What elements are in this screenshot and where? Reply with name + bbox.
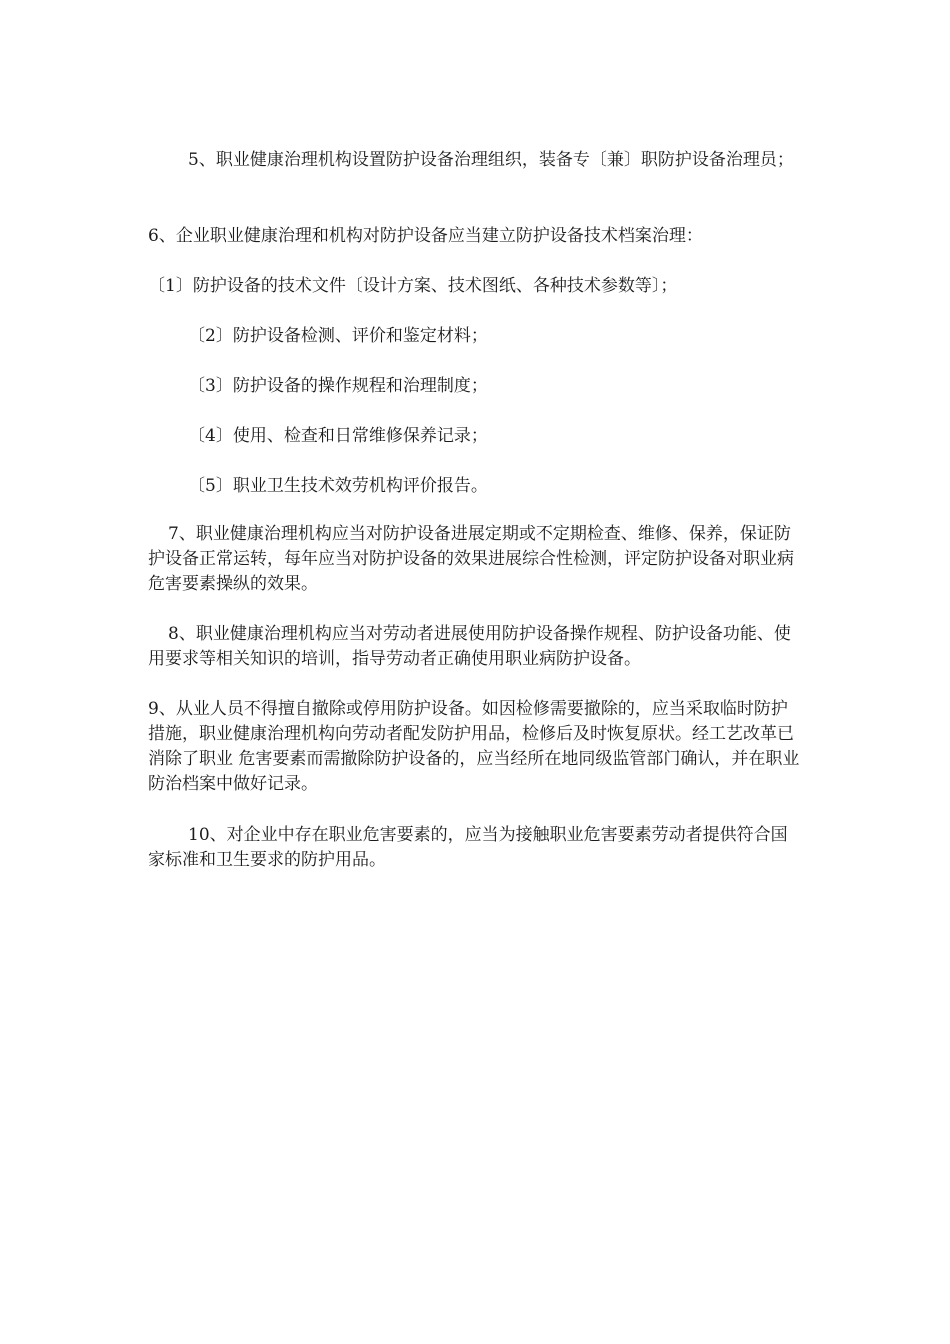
- paragraph-item-8: 8、职业健康治理机构应当对劳动者进展使用防护设备操作规程、防护设备功能、使用要求等相关知识的培训，指导劳动者正确使用职业病防护设备。: [148, 624, 791, 669]
- list-item-6-1: 〔1〕防护设备的技术文件〔设计方案、技术图纸、各种技术参数等〕；: [148, 276, 678, 296]
- paragraph-item-6: 6、企业职业健康治理和机构对防护设备应当建立防护设备技术档案治理：: [148, 226, 703, 246]
- list-item-6-5: 〔5〕职业卫生技术效劳机构评价报告。: [188, 476, 488, 496]
- paragraph-item-10: 10、对企业中存在职业危害要素的，应当为接触职业危害要素劳动者提供符合国家标准和卫生要求的防护用品。: [148, 825, 788, 870]
- list-item-6-3: 〔3〕防护设备的操作规程和治理制度；: [188, 376, 488, 396]
- paragraph-item-7: 7、职业健康治理机构应当对防护设备进展定期或不定期检查、维修、保养，保证防护设备正常运转，每年应当对防护设备的效果进展综合性检测，评定防护设备对职业病危害要素操纵的效果。: [148, 524, 794, 594]
- list-item-6-4: 〔4〕使用、检查和日常维修保养记录；: [188, 426, 488, 446]
- paragraph-item-9: 9、从业人员不得擅自撤除或停用防护设备。如因检修需要撤除的，应当采取临时防护措施，职业健康治理机构向劳动者配发防护用品，检修后及时恢复原状。经工艺改革已消除了职业 危害要素而需撤除防护设备的，应当经所在地同级监管部门确认，并在职业防治档案中做好记录。: [148, 699, 800, 794]
- list-item-6-2: 〔2〕防护设备检测、评价和鉴定材料；: [188, 326, 488, 346]
- paragraph-item-5: 5、职业健康治理机构设置防护设备治理组织，装备专〔兼〕职防护设备治理员；: [188, 150, 794, 170]
